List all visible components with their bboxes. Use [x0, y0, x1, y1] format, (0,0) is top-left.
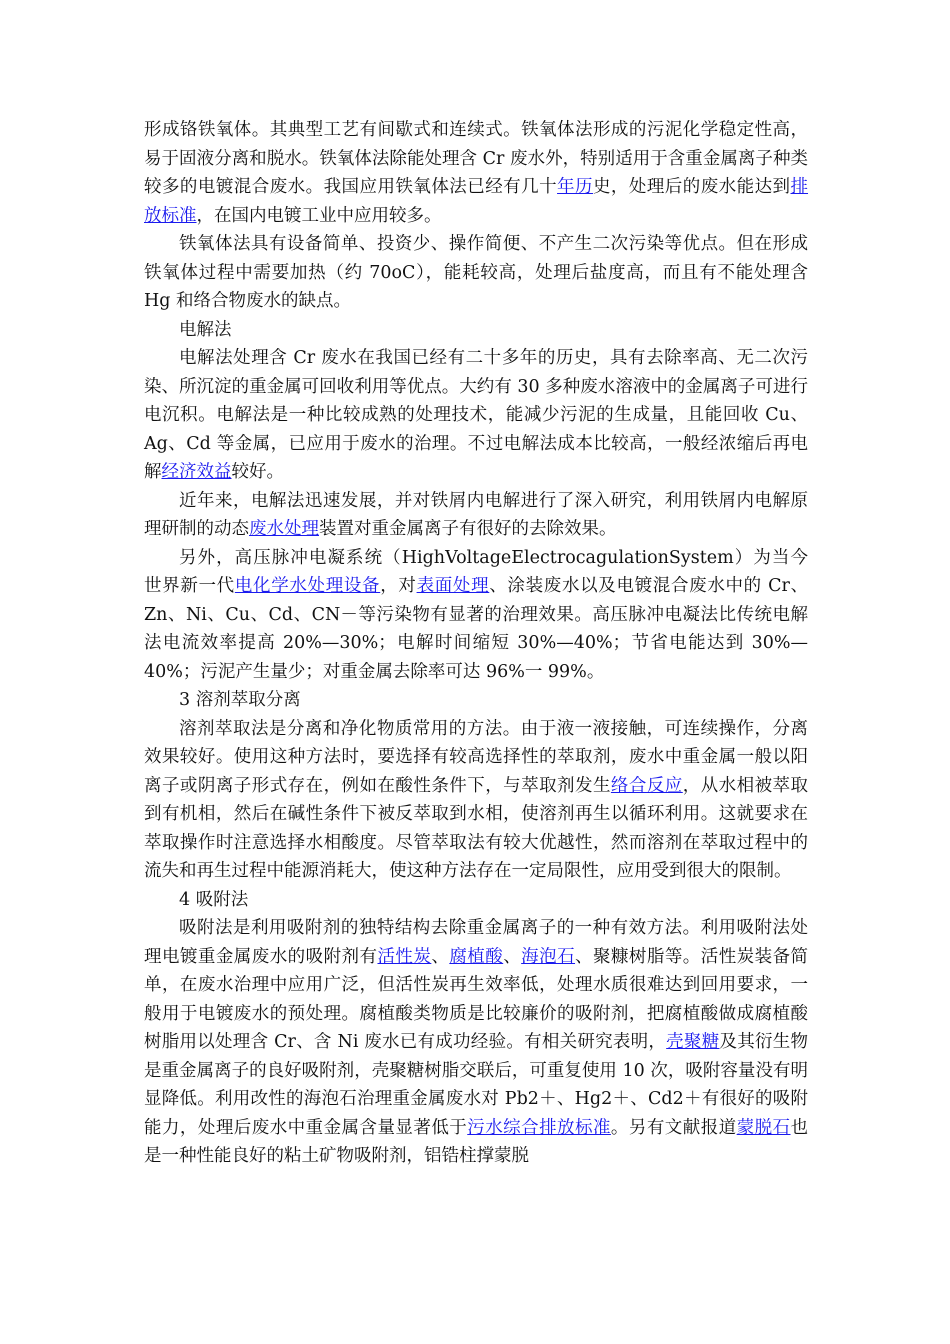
paragraph-electrolysis: 电解法处理含 Cr 废水在我国已经有二十多年的历史，具有去除率高、无二次污染、所沉淀的重金属可回收利用等优点。大约有 30 多种废水溶液中的金属离子可进行电沉积。电解法是一种比较成熟的处理技术，能减少污泥的生成量，且能回收 Cu、Ag、Cd 等金属，已应用于废水的治理。不过电解法成本比较高，一般经浓缩后再电解经济效益较好。: [144, 348, 808, 482]
heading-solvent-extraction: 3 溶剂萃取分离: [179, 690, 301, 710]
link-montmorillonite[interactable]: 蒙脱石: [736, 1117, 791, 1138]
heading-adsorption: 4 吸附法: [179, 889, 249, 910]
link-sewage-discharge-standard[interactable]: 污水综合排放标准: [467, 1117, 611, 1138]
link-activated-carbon[interactable]: 活性炭: [377, 946, 432, 967]
paragraph-iron-scrap: 近年来，电解法迅速发展，并对铁屑内电解进行了深入研究，利用铁屑内电解原理研制的动态废水处理装置对重金属离子有很好的去除效果。: [144, 490, 808, 539]
link-sepiolite[interactable]: 海泡石: [521, 946, 576, 967]
link-history[interactable]: 年历: [557, 177, 593, 197]
paragraph-ferrite-pros-cons: 铁氧体法具有设备简单、投资少、操作简便、不产生二次污染等优点。但在形成铁氧体过程中需要加热（约 70oC），能耗较高，处理后盐度高，而且有不能处理含 Hg 和络合物废水的缺点。: [144, 234, 808, 311]
document-body: [144, 116, 808, 1171]
paragraph-adsorption: 吸附法是利用吸附剂的独特结构去除重金属离子的一种有效方法。利用吸附法处理电镀重金属废水的吸附剂有活性炭、腐植酸、海泡石、聚糠树脂等。活性炭装备简单，在废水治理中应用广泛，但活性炭再生效率低，处理水质很难达到回用要求，一般用于电镀废水的预处理。腐植酸类物质是比较廉价的吸附剂，把腐植酸做成腐植酸树脂用以处理含 Cr、含 Ni 废水已有成功经验。有相关研究表明，壳聚糖及其衍生物是重金属离子的良好吸附剂，壳聚糖树脂交联后，可重复使用 10 次，吸附容量没有明显降低。利用改性的海泡石治理重金属废水对 Pb2＋、Hg2＋、Cd2＋有很好的吸附能力，处理后废水中重金属含量显著低于污水综合排放标准。另有文献报道蒙脱石也是一种性能良好的粘土矿物吸附剂，铝锆柱撑蒙脱: [144, 918, 809, 1166]
link-chitosan[interactable]: 壳聚糖: [666, 1032, 720, 1052]
heading-electrolysis: 电解法: [179, 319, 232, 340]
link-discharge-standard[interactable]: 排放标准: [144, 177, 809, 226]
link-economic-benefit[interactable]: 经济效益: [161, 462, 232, 482]
paragraph-high-voltage: 另外，高压脉冲电凝系统（HighVoltageElectrocagulationSystem）为当今世界新一代电化学水处理设备，对表面处理、涂装废水以及电镀混合废水中的 Cr、Zn、Ni、Cu、Cd、CN－等污染物有显著的治理效果。高压脉冲电凝法比传统电解法电流效率提高 20%—30%；电解时间缩短 30%—40%；节省电能达到 30%—40%；污泥产生量少；对重金属去除率可达 96%一 99%。: [144, 547, 808, 682]
paragraph-ferrite-intro: 形成铬铁氧体。其典型工艺有间歇式和连续式。铁氧体法形成的污泥化学稳定性高，易于固液分离和脱水。铁氧体法除能处理含 Cr 废水外，特别适用于含重金属离子种类较多的电镀混合废水。我国应用铁氧体法已经有几十年历史，处理后的废水能达到排放标准，在国内电镀工业中应用较多。: [144, 120, 809, 226]
link-humic-acid[interactable]: 腐植酸: [449, 946, 504, 967]
link-electrochemical-equipment[interactable]: 电化学水处理设备: [234, 576, 381, 596]
paragraph-solvent-extraction: 溶剂萃取法是分离和净化物质常用的方法。由于液一液接触，可连续操作，分离效果较好。使用这种方法时，要选择有较高选择性的萃取剂，废水中重金属一般以阳离子或阴离子形式存在，例如在酸性条件下，与萃取剂发生络合反应，从水相被萃取到有机相，然后在碱性条件下被反萃取到水相，使溶剂再生以循环利用。这就要求在萃取操作时注意选择水相酸度。尽管萃取法有较大优越性，然而溶剂在萃取过程中的流失和再生过程中能源消耗大，使这种方法存在一定局限性，应用受到很大的限制。: [144, 718, 809, 881]
link-wastewater-treatment[interactable]: 废水处理: [249, 519, 319, 539]
link-complexation-reaction[interactable]: 络合反应: [610, 775, 683, 796]
link-surface-treatment[interactable]: 表面处理: [416, 576, 490, 596]
